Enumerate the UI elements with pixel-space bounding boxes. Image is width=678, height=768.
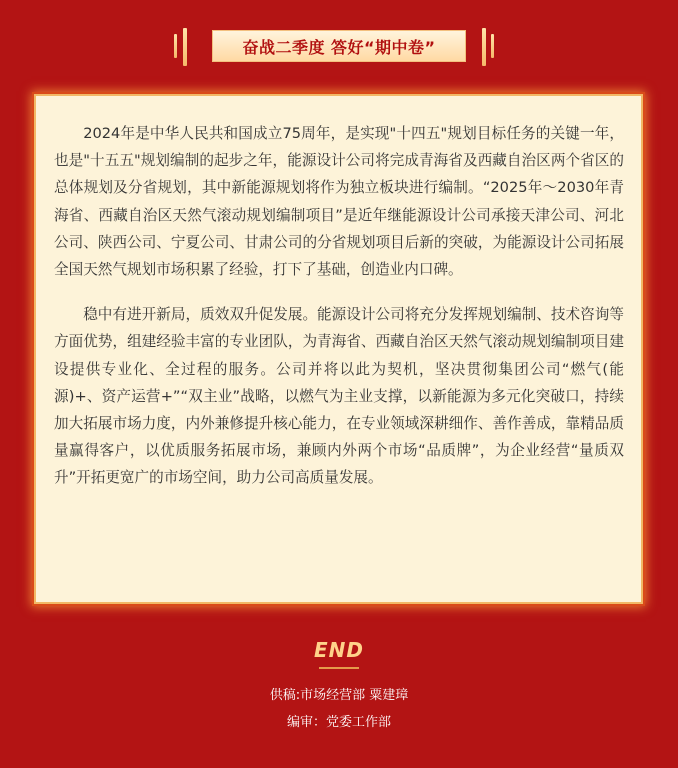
section-title-text: 奋战二季度 答好“期中卷” bbox=[242, 37, 436, 57]
title-banner bbox=[0, 28, 678, 68]
article-body bbox=[54, 120, 624, 492]
right-deco-bar-outer bbox=[491, 34, 494, 58]
contributor-credit: 供稿:市场经营部 粟建璋 bbox=[269, 688, 409, 703]
editor-credit: 编审：党委工作部 bbox=[286, 715, 391, 730]
article-paragraph-1: 2024年是中华人民共和国成立75周年，是实现"十四五"规划目标任务的关键一年，也是"十五五"规划编制的起步之年，能源设计公司将完成青海省及西藏自治区两个省区的总体规划及分省规划，其中新能源规划将作为独立板块进行编制。“2025年～2030年青海省、西藏自治区天然气滚动规划编制项目”是近年继能源设计公司承接天津公司、河北公司、陕西公司、宁夏公司、甘肃公司的分省规划项目后新的突破，为能源设计公司拓展全国天然气规划市场积累了经验，打下了基础，创造业内口碑。 bbox=[54, 125, 624, 279]
article-paragraph-2: 稳中有进开新局，质效双升促发展。能源设计公司将充分发挥规划编制、技术咨询等方面优势，组建经验丰富的专业团队，为青海省、西藏自治区天然气滚动规划编制项目建设提供专业化、全过程的服务。公司并将以此为契机，坚决贯彻集团公司“燃气(能源)+、资产运营+”“双主业”战略，以燃气为主业支撑，以新能源为多元化突破口，持续加大拓展市场力度，内外兼修提升核心能力，在专业领域深耕细作、善作善成，靠精品质量赢得客户，以优质服务拓展市场，兼顾内外两个市场“品质牌”，为企业经营“量质双升”开拓更宽广的市场空间，助力公司高质量发展。 bbox=[54, 306, 624, 487]
left-deco-bar-inner bbox=[183, 28, 187, 66]
article-panel bbox=[34, 94, 643, 604]
section-title bbox=[212, 30, 466, 62]
left-deco-bar-outer bbox=[174, 34, 177, 58]
right-deco-bar-inner bbox=[482, 28, 486, 66]
end-label: END bbox=[313, 638, 364, 662]
end-underline bbox=[319, 667, 359, 669]
